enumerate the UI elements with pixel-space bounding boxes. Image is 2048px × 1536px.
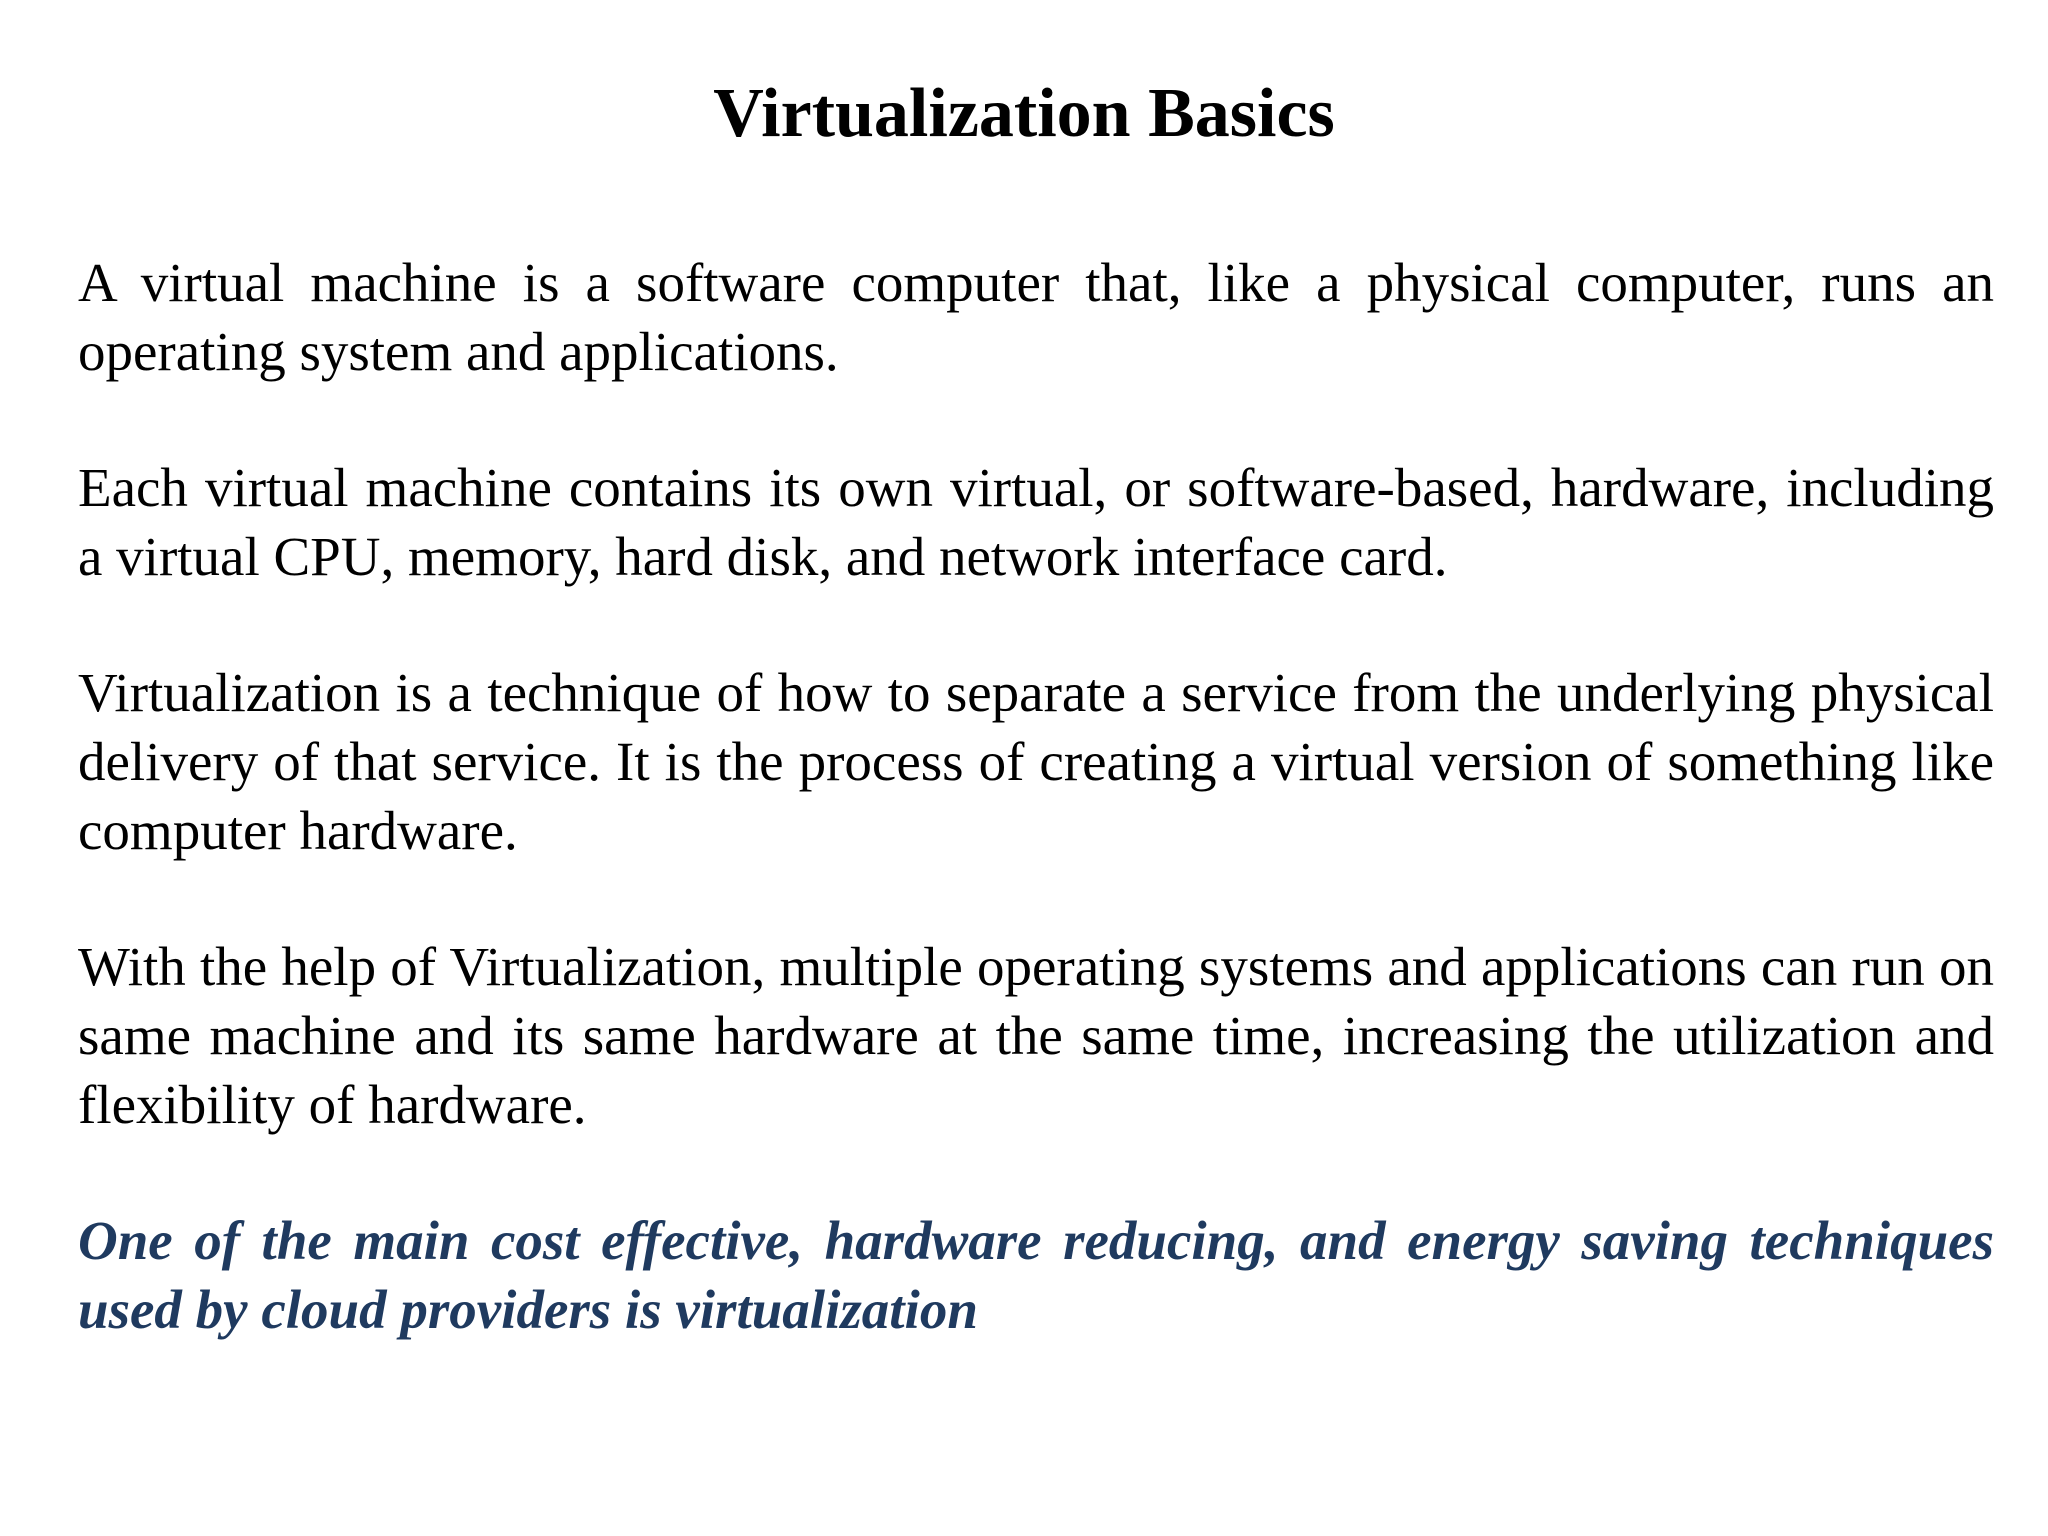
paragraph-virtualization-definition: Virtualization is a technique of how to separate a service from the underlying physical delivery of that service. It is the process of creating a virtual version of something like computer hardware.: [78, 662, 1994, 861]
slide-title: Virtualization Basics: [713, 75, 1335, 152]
highlight-statement: One of the main cost effective, hardware reducing, and energy saving techniques used by cloud providers is virtualization: [78, 1210, 1994, 1340]
paragraph-virtual-hardware: Each virtual machine contains its own virtual, or software-based, hardware, including a virtual CPU, memory, hard disk, and network interface card.: [78, 457, 1994, 587]
paragraph-virtualization-benefits: With the help of Virtualization, multiple operating systems and applications can run on same machine and its same hardware at the same time, increasing the utilization and flexibility of hardware.: [78, 936, 1994, 1135]
paragraph-virtual-machine: A virtual machine is a software computer that, like a physical computer, runs an operating system and applications.: [78, 252, 1994, 382]
slide-content: [78, 248, 1994, 1411]
